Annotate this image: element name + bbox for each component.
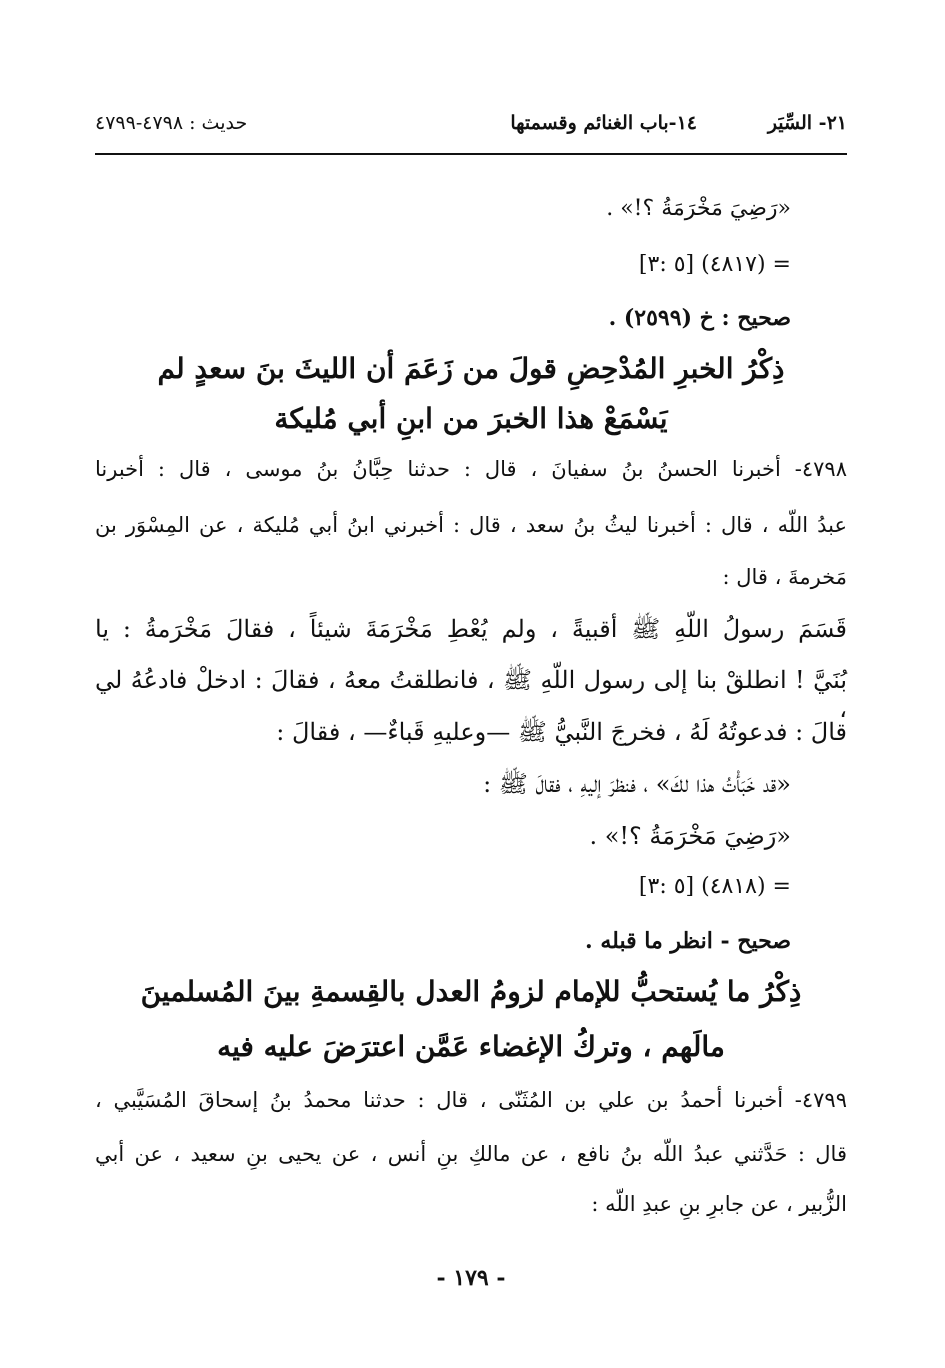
grading-line: صحيح - انظر ما قبله . <box>585 928 791 954</box>
chapter-title: ١٤-باب الغنائم وقسمتها <box>510 112 697 134</box>
reference-line: = (٤٨١٧) [٥ :٣] <box>638 252 791 277</box>
isnad-line: ٤٧٩٩- أخبرنا أحمدُ بن علي بن المُثَنّى ، قال : حدثنا محمدُ بنُ إسحاقَ المُسَيَّبي ، <box>95 1088 847 1112</box>
matn-line: قَسَمَ رسولُ اللّهِ ﷺ أقبيةً ، ولم يُعْطِ مَخْرَمَةَ شيئاً ، فقالَ مَخْرَمةُ : يا <box>95 615 847 643</box>
running-header <box>95 112 847 152</box>
matn-line: قالَ : فدعوتُهُ لَهُ ، فخرجَ النَّبيُّ ﷺ —وعليهِ قَباءٌ— ، فقالَ : <box>276 718 847 746</box>
section-heading: ذِكْرُ ما يُستحبُّ للإمام لزومُ العدل بالقِسمةِ بينَ المُسلمينَ <box>140 975 802 1008</box>
hadith-range: حديث : ٤٧٩٨-٤٧٩٩ <box>95 112 248 134</box>
grading-line: صحيح : خ (٢٥٩٩) . <box>608 305 791 331</box>
isnad-line: ٤٧٩٨- أخبرنا الحسنُ بنُ سفيانَ ، قال : حدثنا حِبَّانُ بنُ موسى ، قال : أخبرنا <box>95 457 847 481</box>
isnad-line: مَخرمةَ ، قال : <box>722 565 847 589</box>
page-number: - ١٧٩ - <box>436 1265 506 1291</box>
section-heading: مالَهم ، وتركُ الإغضاء عَمَّن اعترَضَ عليه فيه <box>217 1030 725 1063</box>
section-heading: ذِكْرُ الخبرِ المُدْحِضِ قولَ من زَعَمَ أن الليثَ بنَ سعدٍ لم <box>157 352 785 385</box>
document-page <box>95 0 847 1368</box>
quote-line: «قد خَبَأْتُ هذا لكَ» ، فنظرَ إليهِ ، فقالَ ﷺ : <box>483 770 791 798</box>
book-title: ٢١- السِّيَر <box>767 112 847 134</box>
reference-line: = (٤٨١٨) [٥ :٣] <box>638 874 791 899</box>
isnad-line: قال : حَدَّثني عبدُ اللّه بنُ نافع ، عن مالكِ بنِ أنس ، عن يحيى بنِ سعيد ، عن أبي <box>95 1142 847 1166</box>
header-rule <box>95 153 847 155</box>
isnad-line: عبدُ اللّه ، قال : أخبرنا ليثُ بنُ سعد ، قال : أخبرني ابنُ أبي مُليكة ، عن المِسْوَر بن <box>95 513 847 537</box>
quote-line: «رَضِيَ مَخْرَمَةُ ؟!» . <box>589 822 791 850</box>
quote-line: «رَضِيَ مَخْرَمَةُ ؟!» . <box>606 196 791 221</box>
matn-line: بُنَيَّ ! انطلقْ بنا إلى رسول اللّهِ ﷺ ، فانطلقتُ معهُ ، فقالَ : ادخلْ فادعُهُ لي ، <box>95 666 847 723</box>
isnad-line: الزُّبير ، عن جابرِ بنِ عبدِ اللّه : <box>591 1192 847 1216</box>
section-heading: يَسْمَعْ هذا الخبرَ من ابنِ أبي مُليكة <box>274 402 668 435</box>
